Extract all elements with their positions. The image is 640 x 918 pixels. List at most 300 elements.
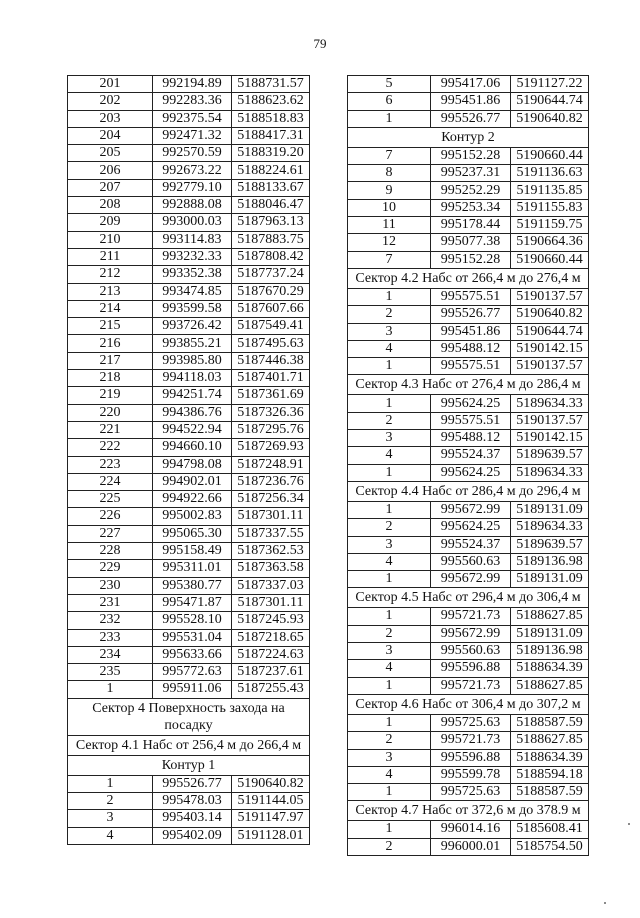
table-row xyxy=(348,147,589,164)
point-number-cell: 231 xyxy=(68,594,153,611)
y-coordinate-cell: 5188518.83 xyxy=(232,110,310,127)
section-heading: Контур 1 xyxy=(68,755,310,775)
point-number-cell: 233 xyxy=(68,629,153,646)
x-coordinate-cell: 995721.73 xyxy=(431,732,511,749)
point-number-cell: 232 xyxy=(68,612,153,629)
section-heading: Сектор 4 Поверхность захода на посадку xyxy=(68,698,310,735)
table-row xyxy=(68,421,310,438)
section-heading-row xyxy=(348,268,589,288)
y-coordinate-cell: 5187326.36 xyxy=(232,404,310,421)
point-number-cell: 214 xyxy=(68,300,153,317)
table-row xyxy=(68,491,310,508)
point-number-cell: 3 xyxy=(348,536,431,553)
table-row xyxy=(348,447,589,464)
y-coordinate-cell: 5188224.61 xyxy=(232,162,310,179)
point-number-cell: 1 xyxy=(348,358,431,375)
section-heading: Контур 2 xyxy=(348,127,589,147)
x-coordinate-cell: 995526.77 xyxy=(431,306,511,323)
y-coordinate-cell: 5188634.39 xyxy=(511,660,589,677)
table-row xyxy=(348,412,589,429)
y-coordinate-cell: 5190640.82 xyxy=(511,306,589,323)
point-number-cell: 1 xyxy=(348,571,431,588)
x-coordinate-cell: 995451.86 xyxy=(431,93,511,110)
table-row xyxy=(348,677,589,694)
y-coordinate-cell: 5185754.50 xyxy=(511,838,589,855)
x-coordinate-cell: 992375.54 xyxy=(153,110,232,127)
table-row xyxy=(68,456,310,473)
table-row xyxy=(68,318,310,335)
point-number-cell: 222 xyxy=(68,439,153,456)
point-number-cell: 2 xyxy=(348,306,431,323)
x-coordinate-cell: 995560.63 xyxy=(431,643,511,660)
x-coordinate-cell: 992471.32 xyxy=(153,127,232,144)
y-coordinate-cell: 5191144.05 xyxy=(232,792,310,809)
table-row xyxy=(348,76,589,93)
table-row xyxy=(348,306,589,323)
section-heading: Сектор 4.5 Набс от 296,4 м до 306,4 м xyxy=(348,588,589,608)
point-number-cell: 225 xyxy=(68,491,153,508)
table-row xyxy=(68,231,310,248)
point-number-cell: 226 xyxy=(68,508,153,525)
table-row xyxy=(68,577,310,594)
table-row xyxy=(68,664,310,681)
y-coordinate-cell: 5188594.18 xyxy=(511,766,589,783)
x-coordinate-cell: 995417.06 xyxy=(431,76,511,93)
table-row xyxy=(68,127,310,144)
y-coordinate-cell: 5188634.39 xyxy=(511,749,589,766)
point-number-cell: 210 xyxy=(68,231,153,248)
y-coordinate-cell: 5191136.63 xyxy=(511,165,589,182)
table-row xyxy=(348,553,589,570)
table-row xyxy=(68,283,310,300)
point-number-cell: 207 xyxy=(68,179,153,196)
x-coordinate-cell: 995672.99 xyxy=(431,501,511,518)
x-coordinate-cell: 994902.01 xyxy=(153,473,232,490)
table-row xyxy=(68,370,310,387)
y-coordinate-cell: 5187883.75 xyxy=(232,231,310,248)
table-row xyxy=(348,110,589,127)
point-number-cell: 230 xyxy=(68,577,153,594)
y-coordinate-cell: 5187963.13 xyxy=(232,214,310,231)
y-coordinate-cell: 5187607.66 xyxy=(232,300,310,317)
table-row xyxy=(68,775,310,792)
point-number-cell: 3 xyxy=(348,643,431,660)
y-coordinate-cell: 5189634.33 xyxy=(511,464,589,481)
y-coordinate-cell: 5191147.97 xyxy=(232,810,310,827)
y-coordinate-cell: 5190664.36 xyxy=(511,234,589,251)
point-number-cell: 11 xyxy=(348,217,431,234)
table-row xyxy=(348,608,589,625)
point-number-cell: 1 xyxy=(348,714,431,731)
x-coordinate-cell: 993985.80 xyxy=(153,352,232,369)
page-number: 79 xyxy=(313,36,327,51)
table-row xyxy=(348,501,589,518)
table-row xyxy=(68,214,310,231)
point-number-cell: 234 xyxy=(68,646,153,663)
y-coordinate-cell: 5187401.71 xyxy=(232,370,310,387)
table-row xyxy=(68,248,310,265)
table-row xyxy=(348,536,589,553)
section-heading: Сектор 4.3 Набс от 276,4 м до 286,4 м xyxy=(348,375,589,395)
section-heading: Сектор 4.4 Набс от 286,4 м до 296,4 м xyxy=(348,481,589,501)
x-coordinate-cell: 995721.73 xyxy=(431,677,511,694)
table-row xyxy=(348,234,589,251)
y-coordinate-cell: 5187808.42 xyxy=(232,248,310,265)
y-coordinate-cell: 5188587.59 xyxy=(511,784,589,801)
section-heading-row xyxy=(348,375,589,395)
scan-speck xyxy=(628,823,630,825)
x-coordinate-cell: 995633.66 xyxy=(153,646,232,663)
table-row xyxy=(68,646,310,663)
y-coordinate-cell: 5190644.74 xyxy=(511,323,589,340)
point-number-cell: 2 xyxy=(348,732,431,749)
table-row xyxy=(348,838,589,855)
y-coordinate-cell: 5188623.62 xyxy=(232,93,310,110)
x-coordinate-cell: 995380.77 xyxy=(153,577,232,594)
y-coordinate-cell: 5189634.33 xyxy=(511,519,589,536)
point-number-cell: 227 xyxy=(68,525,153,542)
x-coordinate-cell: 994118.03 xyxy=(153,370,232,387)
y-coordinate-cell: 5185608.41 xyxy=(511,821,589,838)
point-number-cell: 3 xyxy=(68,810,153,827)
table-row xyxy=(68,352,310,369)
table-row xyxy=(68,560,310,577)
point-number-cell: 4 xyxy=(348,660,431,677)
y-coordinate-cell: 5191128.01 xyxy=(232,827,310,844)
x-coordinate-cell: 996000.01 xyxy=(431,838,511,855)
point-number-cell: 209 xyxy=(68,214,153,231)
table-row xyxy=(68,473,310,490)
table-row xyxy=(348,217,589,234)
point-number-cell: 203 xyxy=(68,110,153,127)
x-coordinate-cell: 993599.58 xyxy=(153,300,232,317)
point-number-cell: 2 xyxy=(68,792,153,809)
point-number-cell: 1 xyxy=(348,821,431,838)
coordinates-table-right xyxy=(347,75,589,856)
x-coordinate-cell: 995403.14 xyxy=(153,810,232,827)
x-coordinate-cell: 995451.86 xyxy=(431,323,511,340)
y-coordinate-cell: 5187361.69 xyxy=(232,387,310,404)
y-coordinate-cell: 5190137.57 xyxy=(511,358,589,375)
y-coordinate-cell: 5187255.43 xyxy=(232,681,310,698)
table-row xyxy=(348,199,589,216)
section-heading-row xyxy=(348,481,589,501)
point-number-cell: 7 xyxy=(348,147,431,164)
x-coordinate-cell: 995721.73 xyxy=(431,608,511,625)
x-coordinate-cell: 992283.36 xyxy=(153,93,232,110)
table-row xyxy=(68,792,310,809)
y-coordinate-cell: 5187362.53 xyxy=(232,543,310,560)
point-number-cell: 228 xyxy=(68,543,153,560)
x-coordinate-cell: 995488.12 xyxy=(431,430,511,447)
x-coordinate-cell: 992888.08 xyxy=(153,197,232,214)
x-coordinate-cell: 995237.31 xyxy=(431,165,511,182)
point-number-cell: 217 xyxy=(68,352,153,369)
y-coordinate-cell: 5189639.57 xyxy=(511,447,589,464)
x-coordinate-cell: 995252.29 xyxy=(431,182,511,199)
y-coordinate-cell: 5189131.09 xyxy=(511,571,589,588)
x-coordinate-cell: 992779.10 xyxy=(153,179,232,196)
x-coordinate-cell: 995065.30 xyxy=(153,525,232,542)
y-coordinate-cell: 5188627.85 xyxy=(511,608,589,625)
y-coordinate-cell: 5188731.57 xyxy=(232,76,310,93)
y-coordinate-cell: 5190142.15 xyxy=(511,430,589,447)
point-number-cell: 206 xyxy=(68,162,153,179)
x-coordinate-cell: 995672.99 xyxy=(431,571,511,588)
y-coordinate-cell: 5188319.20 xyxy=(232,145,310,162)
x-coordinate-cell: 995725.63 xyxy=(431,714,511,731)
point-number-cell: 2 xyxy=(348,412,431,429)
table-row xyxy=(348,165,589,182)
point-number-cell: 221 xyxy=(68,421,153,438)
point-number-cell: 224 xyxy=(68,473,153,490)
point-number-cell: 202 xyxy=(68,93,153,110)
point-number-cell: 235 xyxy=(68,664,153,681)
x-coordinate-cell: 995560.63 xyxy=(431,553,511,570)
table-row xyxy=(68,439,310,456)
table-row xyxy=(348,766,589,783)
y-coordinate-cell: 5191127.22 xyxy=(511,76,589,93)
table-row xyxy=(68,543,310,560)
y-coordinate-cell: 5190137.57 xyxy=(511,412,589,429)
table-row xyxy=(68,335,310,352)
table-row xyxy=(348,784,589,801)
x-coordinate-cell: 992194.89 xyxy=(153,76,232,93)
point-number-cell: 1 xyxy=(68,681,153,698)
point-number-cell: 4 xyxy=(348,553,431,570)
y-coordinate-cell: 5187446.38 xyxy=(232,352,310,369)
point-number-cell: 5 xyxy=(348,76,431,93)
x-coordinate-cell: 995077.38 xyxy=(431,234,511,251)
y-coordinate-cell: 5188417.31 xyxy=(232,127,310,144)
x-coordinate-cell: 995471.87 xyxy=(153,594,232,611)
x-coordinate-cell: 995672.99 xyxy=(431,625,511,642)
x-coordinate-cell: 995531.04 xyxy=(153,629,232,646)
coordinates-table-left xyxy=(67,75,310,845)
table-row xyxy=(68,197,310,214)
y-coordinate-cell: 5189131.09 xyxy=(511,625,589,642)
y-coordinate-cell: 5187224.63 xyxy=(232,646,310,663)
section-heading-row xyxy=(348,801,589,821)
point-number-cell: 204 xyxy=(68,127,153,144)
x-coordinate-cell: 993114.83 xyxy=(153,231,232,248)
x-coordinate-cell: 995624.25 xyxy=(431,464,511,481)
y-coordinate-cell: 5187269.93 xyxy=(232,439,310,456)
section-heading: Сектор 4.2 Набс от 266,4 м до 276,4 м xyxy=(348,268,589,288)
table-row xyxy=(68,594,310,611)
x-coordinate-cell: 994522.94 xyxy=(153,421,232,438)
y-coordinate-cell: 5187236.76 xyxy=(232,473,310,490)
table-row xyxy=(348,182,589,199)
x-coordinate-cell: 995478.03 xyxy=(153,792,232,809)
x-coordinate-cell: 995528.10 xyxy=(153,612,232,629)
point-number-cell: 1 xyxy=(68,775,153,792)
table-row xyxy=(68,508,310,525)
x-coordinate-cell: 995311.01 xyxy=(153,560,232,577)
table-row xyxy=(348,660,589,677)
section-heading-row xyxy=(68,735,310,755)
table-row xyxy=(68,387,310,404)
x-coordinate-cell: 993232.33 xyxy=(153,248,232,265)
y-coordinate-cell: 5187363.58 xyxy=(232,560,310,577)
x-coordinate-cell: 995725.63 xyxy=(431,784,511,801)
section-heading-row xyxy=(348,127,589,147)
table-row xyxy=(348,749,589,766)
y-coordinate-cell: 5189136.98 xyxy=(511,643,589,660)
point-number-cell: 208 xyxy=(68,197,153,214)
point-number-cell: 1 xyxy=(348,784,431,801)
point-number-cell: 4 xyxy=(348,340,431,357)
point-number-cell: 229 xyxy=(68,560,153,577)
table-row xyxy=(68,110,310,127)
y-coordinate-cell: 5191159.75 xyxy=(511,217,589,234)
y-coordinate-cell: 5189136.98 xyxy=(511,553,589,570)
x-coordinate-cell: 995624.25 xyxy=(431,395,511,412)
x-coordinate-cell: 995526.77 xyxy=(431,110,511,127)
point-number-cell: 3 xyxy=(348,430,431,447)
y-coordinate-cell: 5187737.24 xyxy=(232,266,310,283)
x-coordinate-cell: 993855.21 xyxy=(153,335,232,352)
section-heading: Сектор 4.6 Набс от 306,4 м до 307,2 м xyxy=(348,694,589,714)
section-heading-row xyxy=(68,755,310,775)
table-row xyxy=(68,300,310,317)
table-row xyxy=(68,93,310,110)
x-coordinate-cell: 995152.28 xyxy=(431,251,511,268)
table-row xyxy=(348,395,589,412)
point-number-cell: 218 xyxy=(68,370,153,387)
x-coordinate-cell: 995575.51 xyxy=(431,412,511,429)
x-coordinate-cell: 993000.03 xyxy=(153,214,232,231)
x-coordinate-cell: 995575.51 xyxy=(431,288,511,305)
point-number-cell: 12 xyxy=(348,234,431,251)
table-row xyxy=(348,340,589,357)
section-heading-row xyxy=(348,588,589,608)
x-coordinate-cell: 996014.16 xyxy=(431,821,511,838)
point-number-cell: 7 xyxy=(348,251,431,268)
point-number-cell: 219 xyxy=(68,387,153,404)
table-row xyxy=(68,179,310,196)
point-number-cell: 201 xyxy=(68,76,153,93)
table-row xyxy=(348,323,589,340)
y-coordinate-cell: 5187256.34 xyxy=(232,491,310,508)
y-coordinate-cell: 5189639.57 xyxy=(511,536,589,553)
y-coordinate-cell: 5187337.55 xyxy=(232,525,310,542)
x-coordinate-cell: 995599.78 xyxy=(431,766,511,783)
x-coordinate-cell: 995772.63 xyxy=(153,664,232,681)
y-coordinate-cell: 5191135.85 xyxy=(511,182,589,199)
x-coordinate-cell: 995178.44 xyxy=(431,217,511,234)
point-number-cell: 2 xyxy=(348,838,431,855)
table-row xyxy=(68,827,310,844)
table-row xyxy=(348,251,589,268)
table-row xyxy=(68,629,310,646)
x-coordinate-cell: 994660.10 xyxy=(153,439,232,456)
x-coordinate-cell: 993474.85 xyxy=(153,283,232,300)
table-row xyxy=(348,288,589,305)
y-coordinate-cell: 5190142.15 xyxy=(511,340,589,357)
table-row xyxy=(68,612,310,629)
point-number-cell: 4 xyxy=(348,447,431,464)
table-row xyxy=(348,821,589,838)
y-coordinate-cell: 5187301.11 xyxy=(232,508,310,525)
x-coordinate-cell: 994386.76 xyxy=(153,404,232,421)
y-coordinate-cell: 5188627.85 xyxy=(511,677,589,694)
y-coordinate-cell: 5187337.03 xyxy=(232,577,310,594)
y-coordinate-cell: 5190137.57 xyxy=(511,288,589,305)
table-row xyxy=(348,714,589,731)
x-coordinate-cell: 995596.88 xyxy=(431,749,511,766)
x-coordinate-cell: 995524.37 xyxy=(431,536,511,553)
y-coordinate-cell: 5190660.44 xyxy=(511,251,589,268)
x-coordinate-cell: 992570.59 xyxy=(153,145,232,162)
point-number-cell: 215 xyxy=(68,318,153,335)
point-number-cell: 216 xyxy=(68,335,153,352)
y-coordinate-cell: 5189634.33 xyxy=(511,395,589,412)
point-number-cell: 3 xyxy=(348,323,431,340)
y-coordinate-cell: 5188627.85 xyxy=(511,732,589,749)
table-row xyxy=(348,571,589,588)
y-coordinate-cell: 5187549.41 xyxy=(232,318,310,335)
table-row xyxy=(348,519,589,536)
point-number-cell: 213 xyxy=(68,283,153,300)
x-coordinate-cell: 995526.77 xyxy=(153,775,232,792)
point-number-cell: 9 xyxy=(348,182,431,199)
section-heading-row xyxy=(68,698,310,735)
y-coordinate-cell: 5188587.59 xyxy=(511,714,589,731)
table-row xyxy=(348,430,589,447)
x-coordinate-cell: 994798.08 xyxy=(153,456,232,473)
y-coordinate-cell: 5190660.44 xyxy=(511,147,589,164)
x-coordinate-cell: 992673.22 xyxy=(153,162,232,179)
table-row xyxy=(348,93,589,110)
y-coordinate-cell: 5187301.11 xyxy=(232,594,310,611)
section-heading: Сектор 4.1 Набс от 256,4 м до 266,4 м xyxy=(68,735,310,755)
section-heading: Сектор 4.7 Набс от 372,6 м до 378.9 м xyxy=(348,801,589,821)
point-number-cell: 205 xyxy=(68,145,153,162)
table-row xyxy=(68,810,310,827)
y-coordinate-cell: 5189131.09 xyxy=(511,501,589,518)
x-coordinate-cell: 993726.42 xyxy=(153,318,232,335)
x-coordinate-cell: 995911.06 xyxy=(153,681,232,698)
y-coordinate-cell: 5191155.83 xyxy=(511,199,589,216)
table-row xyxy=(68,681,310,698)
x-coordinate-cell: 995253.34 xyxy=(431,199,511,216)
table-row xyxy=(348,464,589,481)
point-number-cell: 1 xyxy=(348,288,431,305)
point-number-cell: 212 xyxy=(68,266,153,283)
y-coordinate-cell: 5190640.82 xyxy=(232,775,310,792)
table-row xyxy=(348,732,589,749)
point-number-cell: 220 xyxy=(68,404,153,421)
y-coordinate-cell: 5187495.63 xyxy=(232,335,310,352)
point-number-cell: 1 xyxy=(348,677,431,694)
point-number-cell: 2 xyxy=(348,519,431,536)
y-coordinate-cell: 5187237.61 xyxy=(232,664,310,681)
x-coordinate-cell: 994251.74 xyxy=(153,387,232,404)
point-number-cell: 8 xyxy=(348,165,431,182)
section-heading-row xyxy=(348,694,589,714)
x-coordinate-cell: 995152.28 xyxy=(431,147,511,164)
point-number-cell: 1 xyxy=(348,464,431,481)
y-coordinate-cell: 5190644.74 xyxy=(511,93,589,110)
y-coordinate-cell: 5187245.93 xyxy=(232,612,310,629)
x-coordinate-cell: 995624.25 xyxy=(431,519,511,536)
table-row xyxy=(68,266,310,283)
point-number-cell: 3 xyxy=(348,749,431,766)
y-coordinate-cell: 5187670.29 xyxy=(232,283,310,300)
scan-speck xyxy=(604,902,606,904)
point-number-cell: 2 xyxy=(348,625,431,642)
